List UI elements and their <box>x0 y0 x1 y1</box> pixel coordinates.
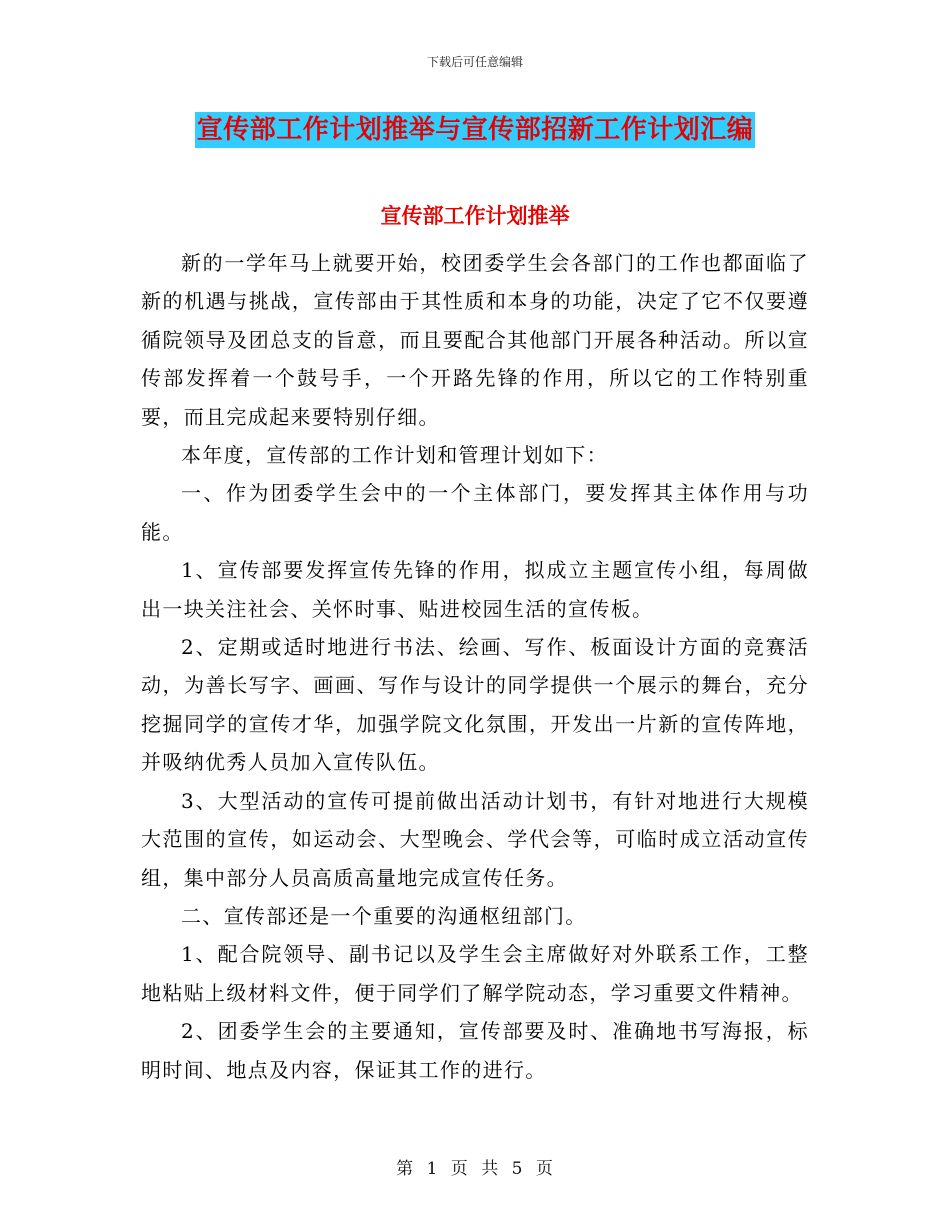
paragraph: 本年度，宣传部的工作计划和管理计划如下： <box>181 443 608 468</box>
footer-page-number: 1 <box>426 1159 439 1179</box>
paragraph: 新的一学年马上就要开始，校团委学生会各部门的工作也都面临了新的机遇与挑战，宣传部由于其性质和本身的功能，决定了它不仅要遵循院领导及团总支的旨意，而且要配合其他部门开展各种活动。所以宣传部发挥着一个鼓号手，一个开路先锋的作用，所以它的工作特别重要，而且完成起来要特别仔细。 <box>141 251 809 429</box>
footer-label-ye2: 页 <box>535 1159 554 1179</box>
footer-label-total: 共 <box>481 1159 500 1179</box>
paragraph: 1、配合院领导、副书记以及学生会主席做好对外联系工作，工整地粘贴上级材料文件，便于同学们了解学院动态，学习重要文件精神。 <box>141 942 809 1005</box>
paragraph: 一、作为团委学生会中的一个主体部门，要发挥其主体作用与功能。 <box>141 481 809 544</box>
paragraph: 1、宣传部要发挥宣传先锋的作用，拟成立主题宣传小组，每周做出一块关注社会、关怀时事、贴进校园生活的宣传板。 <box>141 558 809 621</box>
document-body <box>141 244 809 1089</box>
paragraph: 2、定期或适时地进行书法、绘画、写作、板面设计方面的竞赛活动，为善长写字、画画、写作与设计的同学提供一个展示的舞台，充分挖掘同学的宣传才华，加强学院文化氛围，开发出一片新的宣传阵地，并吸纳优秀人员加入宣传队伍。 <box>141 635 809 775</box>
paragraph: 2、团委学生会的主要通知，宣传部要及时、准确地书写海报，标明时间、地点及内容，保证其工作的进行。 <box>141 1019 809 1082</box>
header-note: 下载后可任意编辑 <box>426 55 523 69</box>
footer-label-page: 第 <box>396 1159 415 1179</box>
footer-label-ye: 页 <box>450 1159 469 1179</box>
footer-total-pages: 5 <box>511 1159 524 1179</box>
paragraph: 二、宣传部还是一个重要的沟通枢纽部门。 <box>181 903 587 928</box>
page-footer <box>0 1154 950 1179</box>
section-title: 宣传部工作计划推举 <box>380 203 570 228</box>
paragraph: 3、大型活动的宣传可提前做出活动计划书，有针对地进行大规模大范围的宣传，如运动会、大型晚会、学代会等，可临时成立活动宣传组，集中部分人员高质高量地完成宣传任务。 <box>141 788 809 890</box>
main-title-container <box>0 112 950 148</box>
main-title: 宣传部工作计划推举与宣传部招新工作计划汇编 <box>195 112 756 148</box>
